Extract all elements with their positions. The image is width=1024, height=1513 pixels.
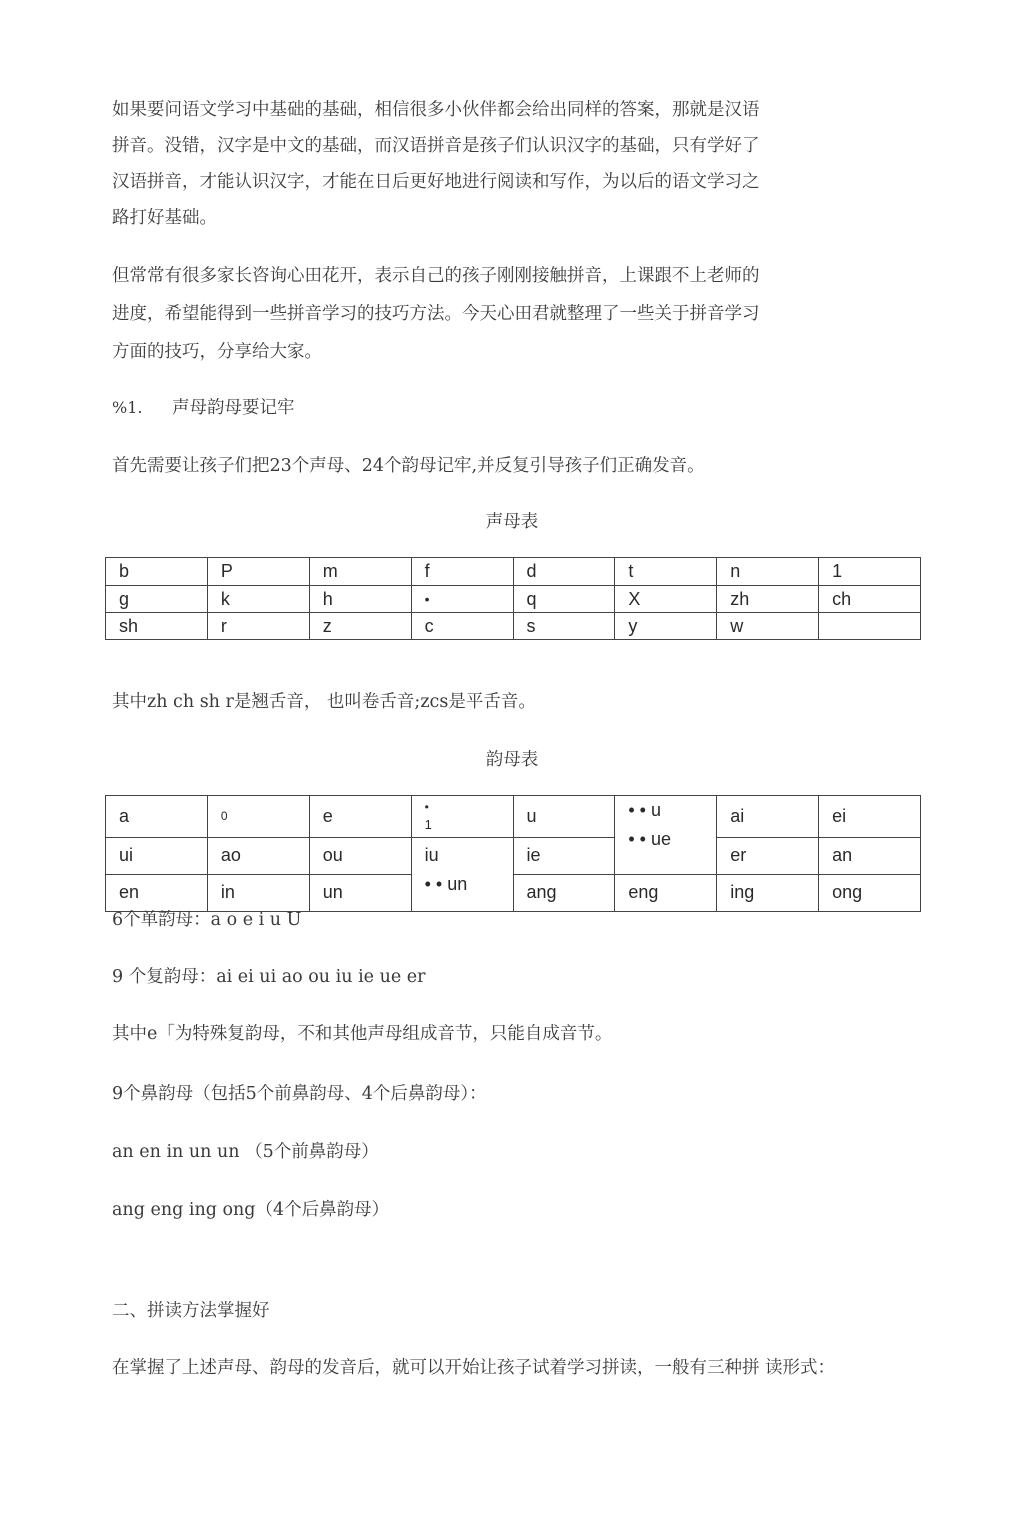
- special-final-note: 其中e「为特殊复韵母，不和其他声母组成音节，只能自成音节。: [112, 1024, 613, 1044]
- table-cell: un: [309, 874, 411, 911]
- text-line: 方面的技巧，分享给大家。: [112, 342, 322, 362]
- table-row: [106, 558, 921, 586]
- simple-finals-note: 6个单韵母：a o e i u U: [112, 910, 302, 930]
- table-cell: ao: [207, 837, 309, 874]
- table-cell: er: [717, 837, 819, 874]
- initials-table-caption: 声母表: [485, 512, 539, 532]
- text-line: 汉语拼音，才能认识汉字，才能在日后更好地进行阅读和写作，为以后的语文学习之: [112, 172, 760, 192]
- table-cell: [411, 796, 513, 838]
- table-cell: •: [411, 586, 513, 613]
- retroflex-note: 其中zh ch sh r是翘舌音， 也叫卷舌音;zcs是平舌音。: [112, 692, 536, 712]
- table-cell: z: [309, 613, 411, 640]
- table-cell: m: [309, 558, 411, 586]
- section-number: %1.: [112, 398, 143, 417]
- table-cell: h: [309, 586, 411, 613]
- table-cell: iu: [411, 837, 513, 874]
- section-2-intro: 在掌握了上述声母、韵母的发音后，就可以开始让孩子试着学习拼读，一般有三种拼 读形式：: [112, 1358, 836, 1378]
- table-cell: q: [513, 586, 615, 613]
- compound-finals-note: 9 个复韵母：ai ei ui ao ou iu ie ue er: [112, 967, 426, 987]
- table-cell: n: [717, 558, 819, 586]
- table-cell: X: [615, 586, 717, 613]
- finals-table: [105, 795, 921, 912]
- table-cell: ui: [106, 837, 208, 874]
- section-title: 声母韵母要记牢: [172, 398, 295, 418]
- table-cell: an: [819, 837, 921, 874]
- table-cell: eng: [615, 874, 717, 911]
- text-line: 进度，希望能得到一些拼音学习的技巧方法。今天心田君就整理了一些关于拼音学习: [112, 304, 760, 324]
- table-cell: ou: [309, 837, 411, 874]
- table-cell: r: [207, 613, 309, 640]
- table-cell: ai: [717, 796, 819, 838]
- front-nasal-note: an en in un un （5个前鼻韵母）: [112, 1142, 379, 1162]
- section-1-intro: 首先需要让孩子们把23个声母、24个韵母记牢,并反复引导孩子们正确发音。: [112, 456, 705, 476]
- table-cell: ong: [819, 874, 921, 911]
- nasal-finals-note: 9个鼻韵母（包括5个前鼻韵母、4个后鼻韵母）：: [112, 1084, 487, 1104]
- table-cell: en: [106, 874, 208, 911]
- table-cell: ang: [513, 874, 615, 911]
- table-cell: P: [207, 558, 309, 586]
- table-cell: w: [717, 613, 819, 640]
- finals-table-caption: 韵母表: [485, 750, 539, 770]
- section-1-heading: [112, 390, 832, 426]
- intro-paragraph-2: [112, 257, 832, 371]
- table-cell: [819, 613, 921, 640]
- table-cell: f: [411, 558, 513, 586]
- table-cell: t: [615, 558, 717, 586]
- table-cell: • • ue: [615, 829, 717, 866]
- table-cell: • • un: [411, 874, 513, 911]
- text-line: 如果要问语文学习中基础的基础，相信很多小伙伴都会给出同样的答案，那就是汉语: [112, 100, 760, 120]
- text-line: 但常常有很多家长咨询心田花开，表示自己的孩子刚刚接触拼音，上课跟不上老师的: [112, 266, 760, 286]
- table-cell: 1: [819, 558, 921, 586]
- table-cell: g: [106, 586, 208, 613]
- back-nasal-note: ang eng ing ong（4个后鼻韵母）: [112, 1200, 390, 1220]
- table-cell: • • u: [615, 796, 717, 838]
- text-line: 路打好基础。: [112, 208, 217, 228]
- table-cell: ing: [717, 874, 819, 911]
- table-row: [106, 837, 921, 874]
- table-cell: y: [615, 613, 717, 640]
- table-row: [106, 796, 921, 838]
- table-cell: b: [106, 558, 208, 586]
- table-cell: a: [106, 796, 208, 838]
- final-value: 1: [424, 816, 432, 832]
- table-cell: in: [207, 874, 309, 911]
- table-cell: c: [411, 613, 513, 640]
- table-cell: d: [513, 558, 615, 586]
- table-cell: ei: [819, 796, 921, 838]
- table-cell: k: [207, 586, 309, 613]
- table-row: [106, 613, 921, 640]
- table-cell: sh: [106, 613, 208, 640]
- table-cell: 0: [207, 796, 309, 838]
- intro-paragraph-1: [112, 92, 832, 236]
- table-cell: u: [513, 796, 615, 838]
- initials-table: [105, 557, 921, 640]
- section-2-heading: 二、拼读方法掌握好: [112, 1301, 270, 1321]
- table-cell: s: [513, 613, 615, 640]
- text-line: 拼音。没错，汉字是中文的基础，而汉语拼音是孩子们认识汉字的基础，只有学好了: [112, 136, 760, 156]
- table-cell: e: [309, 796, 411, 838]
- table-cell: zh: [717, 586, 819, 613]
- dot-mark: •: [424, 800, 429, 814]
- table-cell: ch: [819, 586, 921, 613]
- table-row: [106, 586, 921, 613]
- table-cell: ie: [513, 837, 615, 874]
